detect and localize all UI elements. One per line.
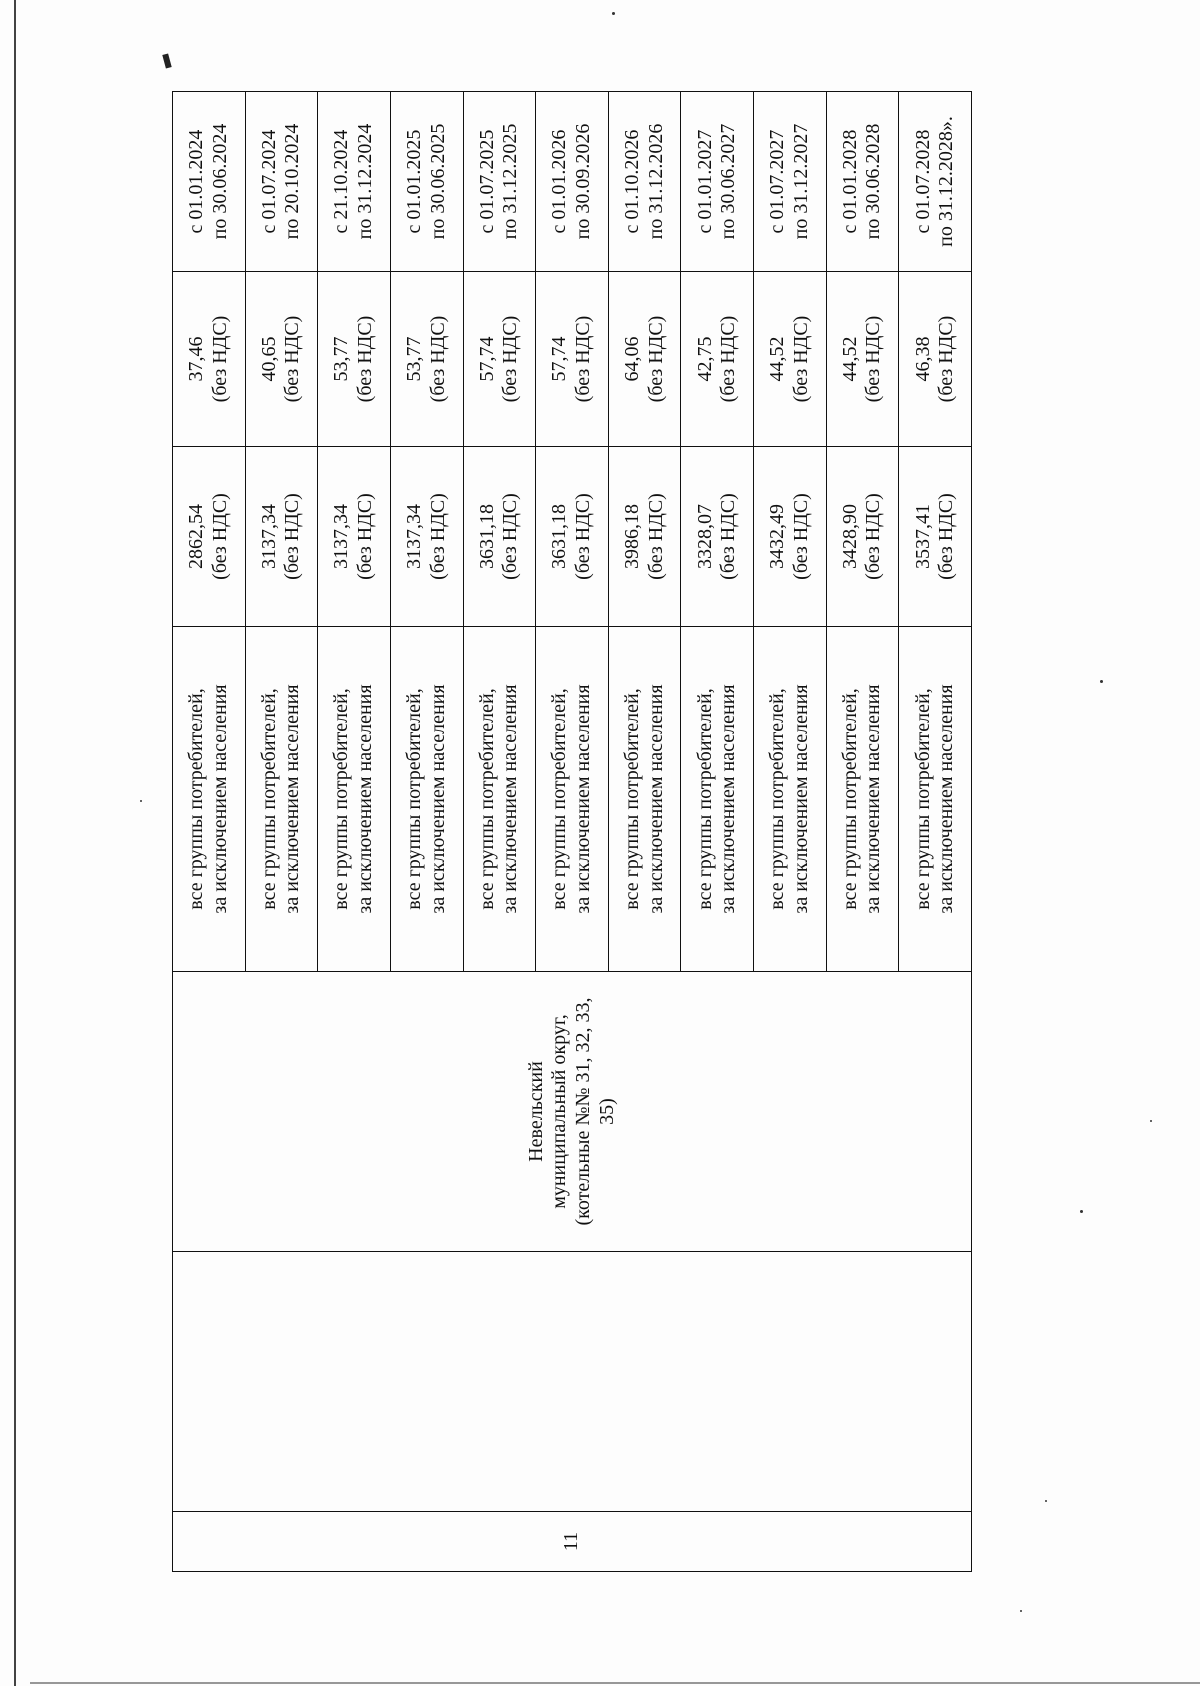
rate-value-cell-line: 57,74 xyxy=(548,336,571,382)
tariff-value-cell-line: 3537,41 xyxy=(911,504,934,569)
tariff-table-body xyxy=(173,92,972,1572)
consumer-group-cell xyxy=(899,627,972,972)
consumer-group-cell-line: все группы потребителей, xyxy=(403,688,426,910)
period-cell-line: с 21.10.2024 xyxy=(330,129,353,234)
period-cell-line: по 30.09.2026 xyxy=(571,123,594,240)
period-cell xyxy=(390,92,463,272)
consumer-group-cell-line: все группы потребителей, xyxy=(911,688,934,910)
scan-left-edge xyxy=(14,0,16,1686)
rate-value-cell xyxy=(899,272,972,447)
rate-value-cell xyxy=(826,272,899,447)
area-cell-line: Невельский xyxy=(524,1061,547,1162)
period-cell-line: с 01.01.2027 xyxy=(693,129,716,234)
consumer-group-cell-line: за исключением населения xyxy=(208,684,231,914)
tariff-value-cell xyxy=(318,447,391,627)
rotated-table-wrapper xyxy=(172,92,972,1572)
period-cell-line: с 01.07.2024 xyxy=(257,129,280,234)
period-cell xyxy=(463,92,536,272)
consumer-group-cell-line: все группы потребителей, xyxy=(620,688,643,910)
scan-speck xyxy=(1100,680,1103,683)
period-cell-line: по 20.10.2024 xyxy=(281,123,304,240)
tariff-value-cell-line: (без НДС) xyxy=(571,493,594,580)
tariff-value-cell xyxy=(608,447,681,627)
tariff-value-cell xyxy=(173,447,246,627)
rate-value-cell-line: 53,77 xyxy=(330,336,353,382)
rate-value-cell xyxy=(536,272,609,447)
tariff-value-cell-line: 3428,90 xyxy=(838,504,861,569)
pen-mark xyxy=(162,53,171,68)
consumer-group-cell-line: все группы потребителей, xyxy=(475,688,498,910)
rate-value-cell-line: (без НДС) xyxy=(281,315,304,403)
consumer-group-cell xyxy=(318,627,391,972)
period-cell xyxy=(608,92,681,272)
period-cell-line: с 01.07.2028 xyxy=(911,129,934,234)
period-cell-line: по 30.06.2028 xyxy=(862,123,885,240)
rate-value-cell-line: (без НДС) xyxy=(644,315,667,403)
consumer-group-cell xyxy=(826,627,899,972)
rate-value-cell xyxy=(463,272,536,447)
scan-speck xyxy=(1080,1210,1083,1213)
tariff-value-cell xyxy=(899,447,972,627)
period-cell-line: с 01.01.2026 xyxy=(548,129,571,234)
tariff-value-cell-line: (без НДС) xyxy=(281,493,304,580)
consumer-group-cell xyxy=(536,627,609,972)
rate-value-cell-line: 42,75 xyxy=(693,336,716,382)
consumer-group-cell-line: за исключением населения xyxy=(354,684,377,914)
rate-value-cell-line: 44,52 xyxy=(766,336,789,382)
consumer-group-cell xyxy=(681,627,754,972)
consumer-group-cell-line: за исключением населения xyxy=(644,684,667,914)
rate-value-cell-line: (без НДС) xyxy=(789,315,812,403)
period-cell-line: по 31.12.2025 xyxy=(499,123,522,240)
tariff-value-cell xyxy=(826,447,899,627)
rate-value-cell-line: 53,77 xyxy=(403,336,426,382)
tariff-value-cell-line: 3137,34 xyxy=(330,504,353,569)
period-cell-line: по 30.06.2027 xyxy=(717,123,740,240)
period-cell-line: по 31.12.2028». xyxy=(935,116,958,247)
tariff-value-cell xyxy=(681,447,754,627)
rate-value-cell-line: 64,06 xyxy=(620,336,643,382)
tariff-value-cell-line: (без НДС) xyxy=(426,493,449,580)
period-cell xyxy=(318,92,391,272)
rate-value-cell-line: (без НДС) xyxy=(935,315,958,403)
table-row xyxy=(173,92,246,1572)
rate-value-cell-line: 46,38 xyxy=(911,336,934,382)
period-cell-line: с 01.07.2025 xyxy=(475,129,498,234)
rate-value-cell xyxy=(318,272,391,447)
consumer-group-cell xyxy=(754,627,827,972)
consumer-group-cell-line: все группы потребителей, xyxy=(185,688,208,910)
period-cell xyxy=(681,92,754,272)
period-cell-line: по 31.12.2026 xyxy=(644,123,667,240)
tariff-value-cell xyxy=(754,447,827,627)
tariff-value-cell-line: (без НДС) xyxy=(499,493,522,580)
consumer-group-cell-line: за исключением населения xyxy=(935,684,958,914)
tariff-value-cell-line: 3631,18 xyxy=(475,504,498,569)
rate-value-cell xyxy=(245,272,318,447)
area-cell xyxy=(173,972,972,1252)
consumer-group-cell-line: за исключением населения xyxy=(426,684,449,914)
scan-speck xyxy=(612,12,615,15)
consumer-group-cell xyxy=(608,627,681,972)
period-cell-line: с 01.01.2028 xyxy=(838,129,861,234)
tariff-value-cell-line: 3137,34 xyxy=(257,504,280,569)
rate-value-cell xyxy=(754,272,827,447)
tariff-value-cell-line: (без НДС) xyxy=(935,493,958,580)
consumer-group-cell xyxy=(173,627,246,972)
tariff-value-cell xyxy=(536,447,609,627)
period-cell-line: с 01.07.2027 xyxy=(766,129,789,234)
scan-speck xyxy=(1150,1120,1152,1122)
consumer-group-cell-line: за исключением населения xyxy=(571,684,594,914)
tariff-value-cell-line: (без НДС) xyxy=(862,493,885,580)
period-cell xyxy=(245,92,318,272)
consumer-group-cell xyxy=(463,627,536,972)
period-cell-line: по 30.06.2025 xyxy=(426,123,449,240)
rate-value-cell-line: (без НДС) xyxy=(354,315,377,403)
tariff-value-cell-line: (без НДС) xyxy=(717,493,740,580)
rate-value-cell-line: 44,52 xyxy=(838,336,861,382)
scan-bottom-edge xyxy=(30,1682,1200,1684)
consumer-group-cell-line: все группы потребителей, xyxy=(257,688,280,910)
consumer-group-cell-line: за исключением населения xyxy=(499,684,522,914)
rate-value-cell-line: (без НДС) xyxy=(426,315,449,403)
tariff-value-cell-line: (без НДС) xyxy=(354,493,377,580)
tariff-value-cell-line: 3631,18 xyxy=(548,504,571,569)
tariff-value-cell-line: 3986,18 xyxy=(620,504,643,569)
period-cell-line: с 01.01.2025 xyxy=(403,129,426,234)
area-cell-line: муниципальный округ, xyxy=(548,1014,571,1209)
rate-value-cell-line: 37,46 xyxy=(185,336,208,382)
period-cell xyxy=(536,92,609,272)
consumer-group-cell-line: все группы потребителей, xyxy=(766,688,789,910)
consumer-group-cell-line: за исключением населения xyxy=(862,684,885,914)
tariff-value-cell-line: (без НДС) xyxy=(789,493,812,580)
rate-value-cell-line: (без НДС) xyxy=(717,315,740,403)
rate-value-cell-line: 40,65 xyxy=(257,336,280,382)
scan-speck xyxy=(1020,1610,1022,1612)
period-cell-line: по 31.12.2027 xyxy=(789,123,812,240)
tariff-value-cell-line: 3137,34 xyxy=(403,504,426,569)
rate-value-cell-line: 57,74 xyxy=(475,336,498,382)
period-cell xyxy=(826,92,899,272)
consumer-group-cell xyxy=(390,627,463,972)
rate-value-cell xyxy=(681,272,754,447)
consumer-group-cell xyxy=(245,627,318,972)
period-cell xyxy=(754,92,827,272)
tariff-value-cell-line: 3328,07 xyxy=(693,504,716,569)
rate-value-cell-line: (без НДС) xyxy=(571,315,594,403)
tariff-value-cell-line: 3432,49 xyxy=(766,504,789,569)
consumer-group-cell-line: за исключением населения xyxy=(281,684,304,914)
rate-value-cell-line: (без НДС) xyxy=(208,315,231,403)
period-cell-line: с 01.10.2026 xyxy=(620,129,643,234)
empty-cell xyxy=(173,1252,972,1512)
tariff-value-cell-line: (без НДС) xyxy=(644,493,667,580)
period-cell xyxy=(899,92,972,272)
tariff-value-cell-line: (без НДС) xyxy=(208,493,231,580)
period-cell-line: по 30.06.2024 xyxy=(208,123,231,240)
tariff-value-cell xyxy=(463,447,536,627)
rate-value-cell-line: (без НДС) xyxy=(862,315,885,403)
scan-speck xyxy=(140,800,142,802)
tariff-table xyxy=(172,91,972,1572)
tariff-value-cell-line: 2862,54 xyxy=(185,504,208,569)
tariff-value-cell xyxy=(245,447,318,627)
period-cell xyxy=(173,92,246,272)
area-cell-line: (котельные №№ 31, 32, 33, xyxy=(572,997,594,1226)
scan-speck xyxy=(1045,1500,1047,1502)
row-number-cell: 11 xyxy=(173,1512,972,1572)
period-cell-line: по 31.12.2024 xyxy=(354,123,377,240)
consumer-group-cell-line: все группы потребителей, xyxy=(693,688,716,910)
tariff-value-cell xyxy=(390,447,463,627)
consumer-group-cell-line: все группы потребителей, xyxy=(838,688,861,910)
consumer-group-cell-line: за исключением населения xyxy=(789,684,812,914)
consumer-group-cell-line: все группы потребителей, xyxy=(548,688,571,910)
period-cell-line: с 01.01.2024 xyxy=(185,129,208,234)
rate-value-cell xyxy=(608,272,681,447)
area-cell-line: 35) xyxy=(595,1098,618,1125)
rate-value-cell-line: (без НДС) xyxy=(499,315,522,403)
consumer-group-cell-line: все группы потребителей, xyxy=(330,688,353,910)
rate-value-cell xyxy=(173,272,246,447)
consumer-group-cell-line: за исключением населения xyxy=(717,684,740,914)
rate-value-cell xyxy=(390,272,463,447)
